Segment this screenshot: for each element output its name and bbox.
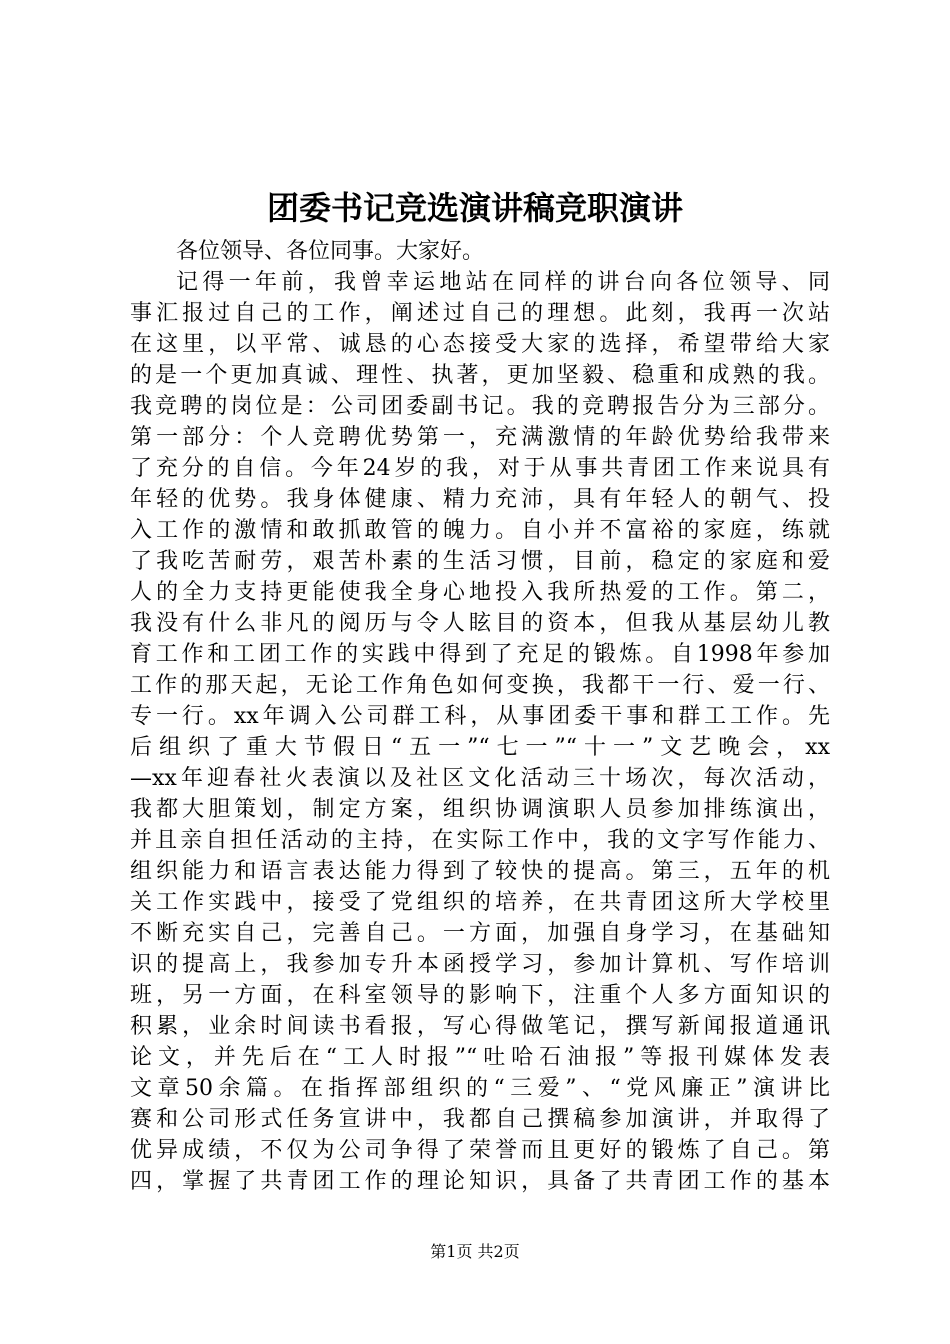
text-line: 我没有什么非凡的阅历与令人眩目的资本，但我从基层幼儿教	[130, 611, 830, 636]
page-number-footer: 第1页 共2页	[430, 1242, 520, 1261]
text-line: 专一行。xx年调入公司群工科，从事团委干事和群工工作。先	[130, 704, 830, 729]
text-line: 工作的那天起，无论工作角色如何变换，我都干一行、爱一行、	[130, 673, 830, 698]
text-line: 四，掌握了共青团工作的理论知识，具备了共青团工作的基本	[130, 1169, 830, 1194]
text-line: 优异成绩，不仅为公司争得了荣誉而且更好的锻炼了自己。第	[130, 1138, 830, 1163]
text-line: 人的全力支持更能使我全身心地投入我所热爱的工作。第二，	[130, 580, 830, 605]
text-line: —xx年迎春社火表演以及社区文化活动三十场次，每次活动，	[130, 766, 830, 791]
text-line: 了我吃苦耐劳，艰苦朴素的生活习惯，目前，稳定的家庭和爱	[130, 549, 830, 574]
text-line: 第一部分：个人竞聘优势第一，充满激情的年龄优势给我带来	[130, 425, 830, 450]
text-line: 我都大胆策划，制定方案，组织协调演职人员参加排练演出，	[130, 797, 830, 822]
text-line: 文章50余篇。在指挥部组织的“三爱”、“党风廉正”演讲比	[130, 1076, 830, 1101]
text-line-greeting: 各位领导、各位同事。大家好。	[176, 239, 485, 264]
text-line: 论文，并先后在“工人时报”“吐哈石油报”等报刊媒体发表	[130, 1045, 830, 1070]
text-line: 不断充实自己，完善自己。一方面，加强自身学习，在基础知	[130, 921, 830, 946]
text-line: 关工作实践中，接受了党组织的培养，在共青团这所大学校里	[130, 890, 830, 915]
text-line: 事汇报过自己的工作，阐述过自己的理想。此刻，我再一次站	[130, 301, 830, 326]
text-line: 育工作和工团工作的实践中得到了充足的锻炼。自1998年参加	[130, 642, 830, 667]
text-line: 的是一个更加真诚、理性、执著，更加坚毅、稳重和成熟的我。	[130, 363, 830, 388]
text-line: 赛和公司形式任务宣讲中，我都自己撰稿参加演讲，并取得了	[130, 1107, 830, 1132]
text-line: 了充分的自信。今年24岁的我，对于从事共青团工作来说具有	[130, 456, 830, 481]
text-line: 积累，业余时间读书看报，写心得做笔记，撰写新闻报道通讯	[130, 1014, 830, 1039]
body-text	[130, 236, 830, 1197]
text-line: 并且亲自担任活动的主持，在实际工作中，我的文字写作能力、	[130, 828, 830, 853]
text-line: 识的提高上，我参加专升本函授学习，参加计算机、写作培训	[130, 952, 830, 977]
text-line: 组织能力和语言表达能力得到了较快的提高。第三，五年的机	[130, 859, 830, 884]
text-line: 我竞聘的岗位是：公司团委副书记。我的竞聘报告分为三部分。	[130, 394, 830, 419]
text-line: 记得一年前，我曾幸运地站在同样的讲台向各位领导、同	[176, 270, 830, 295]
text-line: 在这里，以平常、诚恳的心态接受大家的选择，希望带给大家	[130, 332, 830, 357]
text-line: 后组织了重大节假日“五一”“七一”“十一”文艺晚会，xx	[130, 735, 830, 760]
text-line: 入工作的激情和敢抓敢管的魄力。自小并不富裕的家庭，练就	[130, 518, 830, 543]
page-title: 团委书记竞选演讲稿竞职演讲	[266, 189, 683, 227]
text-line: 年轻的优势。我身体健康、精力充沛，具有年轻人的朝气、投	[130, 487, 830, 512]
text-line: 班，另一方面，在科室领导的影响下，注重个人多方面知识的	[130, 983, 830, 1008]
